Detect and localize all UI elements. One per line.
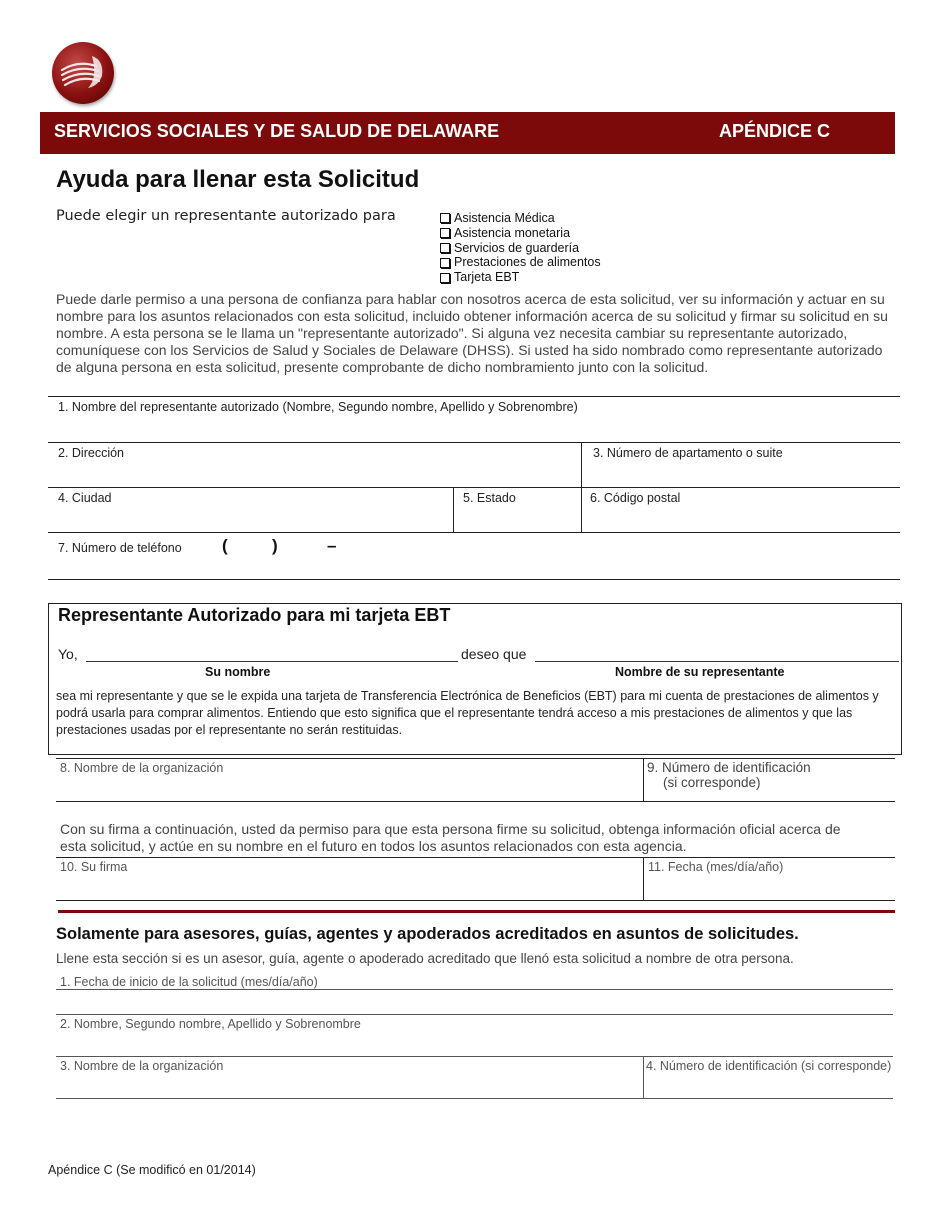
id-number-input[interactable] (644, 759, 895, 800)
start-date-input[interactable] (56, 990, 893, 1014)
program-cash[interactable]: Asistencia monetaria (440, 226, 601, 241)
field-3-label: 3. Número de apartamento o suite (593, 446, 783, 460)
field-6-label: 6. Código postal (590, 491, 681, 505)
yo-text: Yo, (58, 646, 78, 662)
rep-name-line[interactable] (535, 661, 899, 662)
phone-open-paren: ( (222, 536, 228, 555)
field-8-label: 8. Nombre de la organización (60, 761, 224, 775)
field-2-label: 2. Dirección (58, 446, 124, 460)
ebt-yo-row (58, 646, 78, 662)
rep-name-caption: Nombre de su representante (615, 665, 785, 679)
city-input[interactable] (48, 488, 452, 532)
org-name-input[interactable] (56, 759, 642, 800)
apt-input[interactable] (582, 443, 900, 487)
ebt-title: Representante Autorizado para mi tarjeta EBT (58, 605, 451, 625)
checkbox-icon[interactable] (440, 243, 450, 253)
field-11-label: 11. Fecha (mes/día/año) (648, 860, 784, 874)
field-1-label: 1. Nombre del representante autorizado (Nombre, Segundo nombre, Apellido y Sobrenombre) (58, 400, 578, 414)
counselor-field-1-label: 1. Fecha de inicio de la solicitud (mes/día/año) (60, 975, 318, 989)
your-name-caption: Su nombre (205, 665, 271, 679)
dhss-logo (52, 42, 114, 104)
checkbox-icon[interactable] (440, 258, 450, 268)
choose-text: Puede elegir un representante autorizado para (56, 208, 396, 224)
counselor-id-input[interactable] (644, 1057, 893, 1097)
field-7-label: 7. Número de teléfono (58, 541, 182, 555)
logo-icon (52, 42, 114, 104)
counselors-title: Solamente para asesores, guías, agentes y apoderados acreditados en asuntos de solicitudes. (56, 925, 799, 943)
date-input[interactable] (644, 858, 895, 899)
your-name-line[interactable] (86, 661, 458, 662)
counselor-org-input[interactable] (56, 1057, 642, 1097)
program-childcare[interactable]: Servicios de guardería (440, 241, 601, 256)
phone-dash: – (327, 536, 337, 555)
checkbox-icon[interactable] (440, 228, 450, 238)
rep-name-input[interactable] (48, 397, 900, 442)
address-input[interactable] (48, 443, 580, 487)
checkbox-icon[interactable] (440, 273, 450, 283)
field-9-label: 9. Número de identificación (si corresponde) (647, 760, 811, 790)
divider (56, 900, 895, 901)
counselor-field-4-label: 4. Número de identificación (si corresponde) (646, 1059, 892, 1073)
intro-paragraph: Puede darle permiso a una persona de confianza para hablar con nosotros acerca de esta solicitud, ver su información y actuar en su nombre para los asuntos relacionados con esta solicitud, incluido obtener información acerca de su solicitud y firmar su solicitud en su nombre. A esta persona se le llama un "representante autorizado". Si alguna vez necesita cambiar su representante autorizado, comuníquese con los Servicios de Salud y Sociales de Delaware (DHSS). Si usted ha sido nombrado como representante autorizado de alguna persona en esta solicitud, presente comprobante de dicho nombramiento junto con la solicitud. (56, 291, 888, 375)
checkbox-icon[interactable] (440, 213, 450, 223)
field-4-label: 4. Ciudad (58, 491, 112, 505)
state-input[interactable] (454, 488, 580, 532)
page-title: Ayuda para llenar esta Solicitud (56, 166, 420, 193)
footer-revision: Apéndice C (Se modificó en 01/2014) (48, 1163, 256, 1177)
appendix-label: APÉNDICE C (719, 121, 831, 141)
counselor-field-2-label: 2. Nombre, Segundo nombre, Apellido y Sobrenombre (60, 1017, 361, 1031)
deseo-text: deseo que (461, 646, 527, 662)
program-medical[interactable]: Asistencia Médica (440, 211, 601, 226)
section-divider (58, 910, 895, 913)
signature-note: Con su firma a continuación, usted da permiso para que esta persona firme su solicitud, obtenga información oficial acerca de esta solicitud, y actúe en su nombre en el futuro en todos los asuntos relacionados con esta agencia. (60, 821, 841, 854)
program-checklist (440, 211, 601, 285)
divider (48, 532, 900, 533)
signature-input[interactable] (56, 858, 642, 899)
agency-title: SERVICIOS SOCIALES Y DE SALUD DE DELAWARE (54, 121, 500, 141)
divider (48, 579, 900, 580)
zip-input[interactable] (582, 488, 900, 532)
program-ebt[interactable]: Tarjeta EBT (440, 270, 601, 285)
divider (56, 801, 895, 802)
counselor-name-input[interactable] (56, 1015, 893, 1056)
counselor-field-3-label: 3. Nombre de la organización (60, 1059, 224, 1073)
counselors-subtitle: Llene esta sección si es un asesor, guía, agente o apoderado acreditado que llenó esta solicitud a nombre de otra persona. (56, 951, 794, 966)
phone-close-paren: ) (272, 536, 278, 555)
phone-input[interactable] (210, 534, 410, 574)
program-food[interactable]: Prestaciones de alimentos (440, 255, 601, 270)
ebt-text: sea mi representante y que se le expida una tarjeta de Transferencia Electrónica de Beneficios (EBT) para mi cuenta de prestaciones de alimentos y podrá usarla para comprar alimentos. Entiendo que esto significa que el representante tendrá acceso a mis prestaciones de alimentos y que las prestaciones usadas por el representante no serán restituidas. (56, 689, 879, 737)
field-10-label: 10. Su firma (60, 860, 128, 874)
divider (56, 1098, 893, 1099)
field-5-label: 5. Estado (463, 491, 516, 505)
